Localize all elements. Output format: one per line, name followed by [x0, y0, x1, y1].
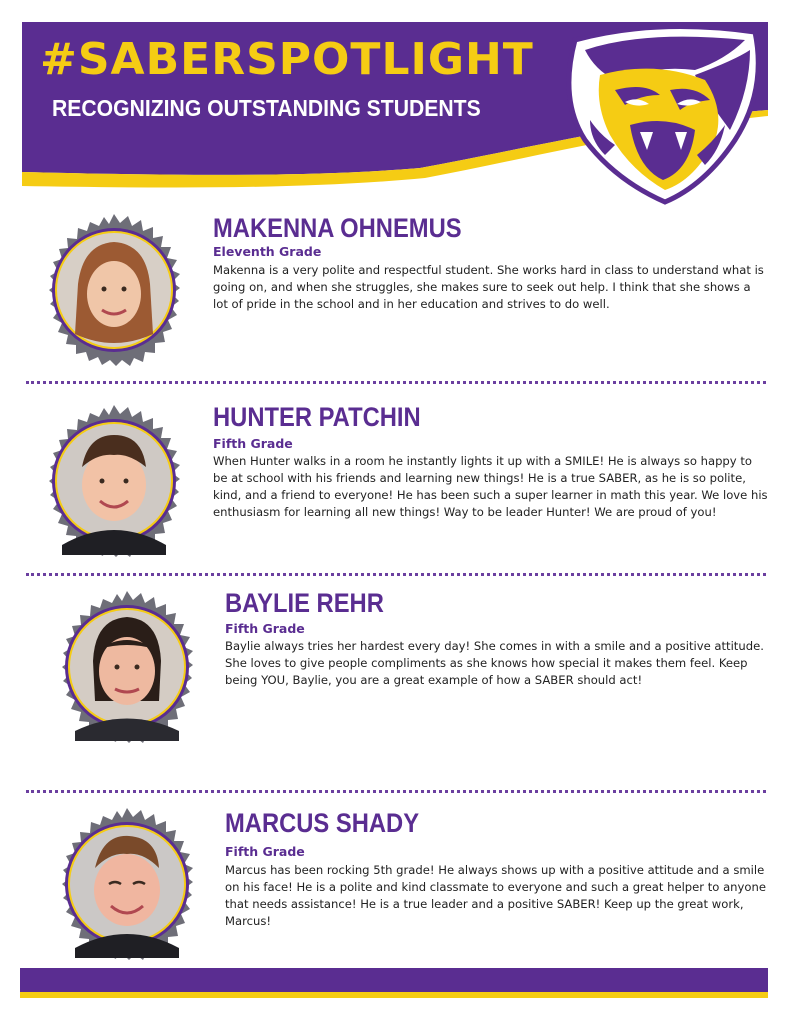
section-divider: [26, 790, 766, 793]
header-banner: [0, 0, 791, 200]
student-description: Baylie always tries her hardest every day! She comes in with a smile and a positive attitude. She loves to give people compliments as she knows how special it makes them feel. Keep being YOU, Baylie, you are a great example of how a SABER should act!: [225, 639, 764, 687]
footer-bar: [20, 968, 768, 992]
student-grade: Eleventh Grade: [213, 244, 322, 259]
page-subtitle: RECOGNIZING OUTSTANDING STUDENTS: [52, 95, 481, 121]
student-photo-marcus: [51, 808, 203, 960]
page-title: #SABERSPOTLIGHT: [40, 34, 534, 85]
tiger-mascot-icon: [545, 20, 765, 205]
student-name: BAYLIE REHR: [225, 588, 384, 618]
section-divider: [26, 381, 766, 384]
student-description: Makenna is a very polite and respectful student. She works hard in class to understand what is going on, and when she struggles, she makes sure to seek out help. I think that she shows a lot of pride in the school and in her education and strives to do well.: [213, 263, 764, 311]
student-grade: Fifth Grade: [225, 844, 305, 859]
student-grade: Fifth Grade: [225, 621, 305, 636]
student-description: When Hunter walks in a room he instantly lights it up with a SMILE! He is always so happy to be at school with his friends and learning new things! He is a true SABER, as he is so polite, kind, and a friend to everyone! He has been such a super learner in math this year. We love his enthusiasm for learning all new things! Way to be leader Hunter! We are proud of you!: [213, 454, 768, 519]
student-photo-hunter: [38, 405, 190, 557]
footer-stripe: [20, 992, 768, 998]
student-name: MAKENNA OHNEMUS: [213, 213, 462, 243]
student-photo-makenna: [38, 214, 190, 366]
student-name: HUNTER PATCHIN: [213, 402, 421, 432]
student-name: MARCUS SHADY: [225, 808, 420, 838]
section-divider: [26, 573, 766, 576]
student-description: Marcus has been rocking 5th grade! He always shows up with a positive attitude and a smile on his face! He is a polite and kind classmate to everyone and such a great helper to anyone that needs assistance! He is a true leader and a positive SABER! Keep up the great work, Marcus!: [225, 863, 766, 928]
student-photo-baylie: [51, 591, 203, 743]
student-grade: Fifth Grade: [213, 436, 293, 451]
